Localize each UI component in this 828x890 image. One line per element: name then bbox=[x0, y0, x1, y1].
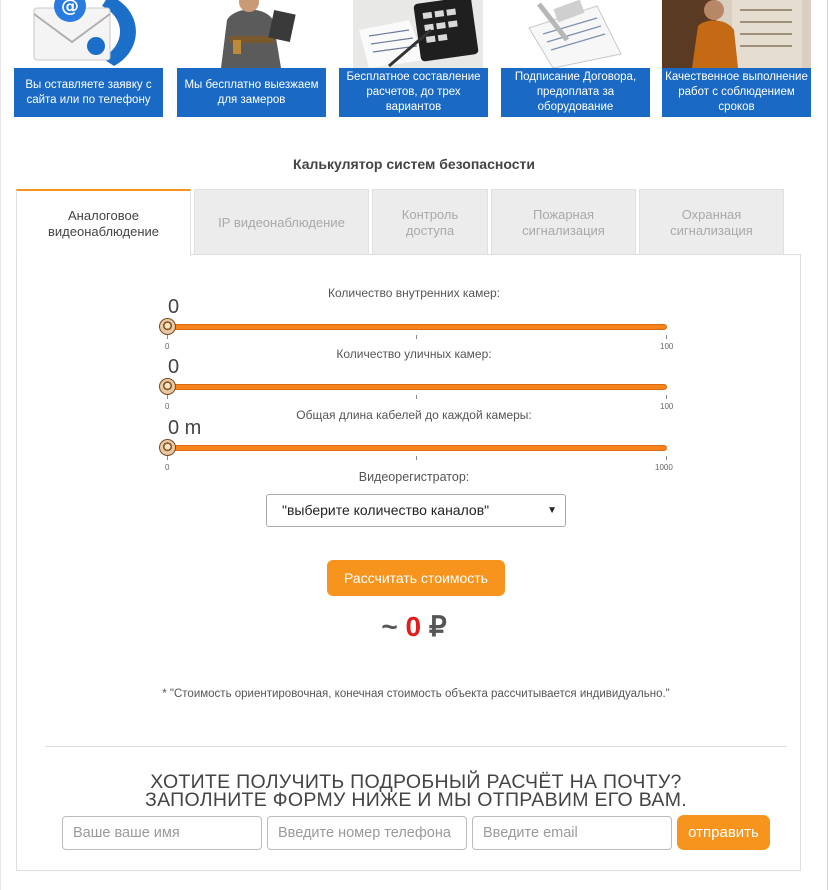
calculate-cost-button[interactable]: Рассчитать стоимость bbox=[327, 560, 505, 596]
step-3 bbox=[339, 0, 488, 118]
tab-access-control[interactable] bbox=[372, 189, 488, 255]
estimated-price bbox=[0, 610, 828, 643]
cable-length-label: Общая длина кабелей до каждой камеры: bbox=[296, 408, 532, 422]
step-caption: Мы бесплатно выезжаем для замеров bbox=[177, 68, 326, 117]
step-caption: Качественное выполнение работ с соблюдением сроков bbox=[662, 68, 811, 117]
outdoor-cameras-value: 0 bbox=[168, 356, 180, 378]
slider-tick bbox=[666, 456, 667, 460]
outdoor-cameras-slider-thumb[interactable] bbox=[159, 378, 176, 395]
indoor-cameras-label: Количество внутренних камер: bbox=[327, 286, 501, 300]
slider-min-label: 0 bbox=[165, 342, 170, 351]
tab-security-alarm[interactable] bbox=[639, 189, 784, 255]
slider-min-label: 0 bbox=[165, 463, 170, 472]
slider-tick bbox=[416, 395, 417, 399]
tab-label: Охранная сигнализация bbox=[670, 206, 753, 238]
name-input[interactable] bbox=[62, 816, 262, 850]
section-divider bbox=[45, 746, 787, 747]
step-4 bbox=[501, 0, 650, 118]
tab-fire-alarm[interactable] bbox=[491, 189, 636, 255]
price-amount: 0 bbox=[405, 611, 422, 642]
tab-label: Контроль доступа bbox=[401, 206, 459, 238]
price-disclaimer: * "Стоимость ориентировочная, конечная стоимость объекта рассчитывается индивидуально." bbox=[162, 688, 670, 700]
tab-ip-cctv[interactable] bbox=[194, 189, 369, 255]
tab-label: Пожарная сигнализация bbox=[522, 206, 605, 238]
step-2 bbox=[177, 0, 326, 118]
step-1 bbox=[14, 0, 163, 118]
ruble-currency-icon: ₽ bbox=[428, 611, 447, 642]
slider-tick bbox=[666, 395, 667, 399]
tab-label: Аналоговое видеонаблюдение bbox=[47, 207, 160, 239]
slider-tick bbox=[416, 335, 417, 339]
slider-tick bbox=[666, 335, 667, 339]
slider-tick bbox=[167, 395, 168, 399]
outdoor-cameras-slider-track[interactable] bbox=[165, 384, 667, 390]
indoor-cameras-value: 0 bbox=[168, 296, 180, 318]
slider-max-label: 100 bbox=[660, 402, 674, 411]
calculator-title: Калькулятор систем безопасности bbox=[293, 156, 535, 172]
tab-label: IP видеонаблюдение bbox=[218, 214, 345, 230]
recorder-channels-select[interactable] bbox=[266, 494, 566, 527]
slider-tick bbox=[167, 456, 168, 460]
indoor-cameras-slider-track[interactable] bbox=[165, 324, 667, 330]
step-caption: Подписание Договора, предоплата за оборудование bbox=[501, 68, 650, 117]
tab-analog-cctv[interactable] bbox=[16, 189, 191, 256]
installation-work-icon bbox=[662, 0, 811, 68]
price-approx-sign: ~ bbox=[381, 611, 398, 642]
slider-min-label: 0 bbox=[165, 402, 170, 411]
dropdown-arrow-icon: ▼ bbox=[547, 505, 557, 516]
step-caption: Вы оставляете заявку с сайта или по телефону bbox=[14, 68, 163, 117]
email-at-icon bbox=[14, 0, 163, 68]
form-heading-line2: ЗАПОЛНИТЕ ФОРМУ НИЖЕ И МЫ ОТПРАВИМ ЕГО ВАМ. bbox=[145, 789, 687, 811]
send-button[interactable]: отправить bbox=[677, 815, 770, 850]
slider-tick bbox=[167, 335, 168, 339]
form-heading-line1: ХОТИТЕ ПОЛУЧИТЬ ПОДРОБНЫЙ РАСЧЁТ НА ПОЧТУ? bbox=[150, 771, 682, 793]
cable-length-slider-track[interactable] bbox=[165, 445, 667, 451]
indoor-cameras-slider-thumb[interactable] bbox=[159, 318, 176, 335]
process-steps bbox=[14, 0, 824, 118]
cable-length-slider-thumb[interactable] bbox=[159, 439, 176, 456]
calculator-icon bbox=[339, 0, 488, 68]
phone-input[interactable] bbox=[267, 816, 467, 850]
svg-text:@: @ bbox=[61, 0, 79, 17]
recorder-label: Видеорегистратор: bbox=[358, 470, 470, 484]
contract-signing-icon bbox=[501, 0, 650, 68]
cable-length-value: 0 m bbox=[168, 417, 202, 439]
email-input[interactable] bbox=[472, 816, 672, 850]
step-caption: Бесплатное составление расчетов, до трех вариантов bbox=[339, 68, 488, 117]
page-border-left bbox=[0, 0, 1, 890]
outdoor-cameras-label: Количество уличных камер: bbox=[336, 347, 492, 361]
slider-max-label: 1000 bbox=[655, 463, 673, 472]
slider-tick bbox=[416, 456, 417, 460]
slider-max-label: 100 bbox=[660, 342, 674, 351]
recorder-selected-value: "выберите количество каналов" bbox=[282, 502, 490, 518]
step-5 bbox=[662, 0, 811, 118]
installer-worker-icon bbox=[177, 0, 326, 68]
